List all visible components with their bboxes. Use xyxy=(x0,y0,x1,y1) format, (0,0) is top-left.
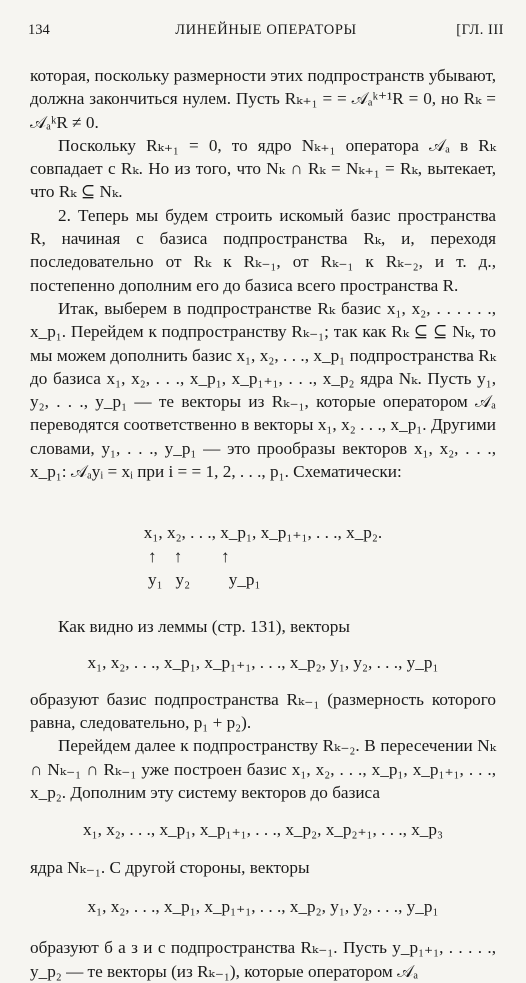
page-number: 134 xyxy=(28,22,50,38)
scheme-top-row: x₁, x₂, . . ., x_p₁, x_p₁₊₁, . . ., x_p₂. xyxy=(143,523,383,543)
paragraph-9: образуют б а з и с подпространства Rₖ₋₁. Пусть y_p₁₊₁, . . . . ., y_p₂ — те векторы (из Rₖ₋₁), которые оператором 𝒜ₐ xyxy=(30,938,496,981)
formula-basis-1: x₁, x₂, . . ., x_p₁, x_p₁₊₁, . . ., x_p₂, y₁, y₂, . . ., y_p₁ xyxy=(87,652,439,672)
running-header xyxy=(28,22,504,48)
scheme-arrows: ↑ ↑ ↑ xyxy=(148,546,230,566)
paragraph-4: Итак, выберем в подпространстве Rₖ базис x₁, x₂, . . . . . ., x_p₁. Перейдем к подпространству Rₖ₋₁; так как Rₖ ⊆ ⊆ Nₖ, то мы можем дополнить базис x₁, x₂, . . ., x_p₁ подпространства Rₖ до базиса x₁, x₂, . . ., x_p₁, x_p₁₊₁, . . ., x_p₂ ядра Nₖ. Пусть y₁, y₂, . . ., y_p₁ — те векторы из Rₖ₋₁, которые оператором 𝒜ₐ переводятся соответственно в векторы x₁, x₂ . . ., x_p₁. Другими словами, y₁, . . ., y_p₁ — это прообразы векторов x₁, x₂, . . ., x_p₁: 𝒜ₐyᵢ = xᵢ при i = = 1, 2, . . ., p₁. Схематически: xyxy=(30,298,496,482)
paragraph-2: Поскольку Rₖ₊₁ = 0, то ядро Nₖ₊₁ оператора 𝒜ₐ в Rₖ совпадает с Rₖ. Но из того, что Nₖ ∩ Rₖ = Nₖ₊₁ = Rₖ, вытекает, что Rₖ ⊆ Nₖ. xyxy=(30,135,496,202)
running-title: ЛИНЕЙНЫЕ ОПЕРАТОРЫ xyxy=(175,22,357,38)
paragraph-1: которая, поскольку размерности этих подпространств убывают, должна закончиться нулем. Пусть Rₖ₊₁ = = 𝒜ₐᵏ⁺¹R = 0, но Rₖ = 𝒜ₐᵏR ≠ 0. xyxy=(30,66,496,132)
paragraph-5: Как видно из леммы (стр. 131), векторы xyxy=(58,617,350,637)
paragraph-8: ядра Nₖ₋₁. С другой стороны, векторы xyxy=(30,857,310,877)
page-body xyxy=(30,64,496,983)
paragraph-6: образуют базис подпространства Rₖ₋₁ (размерность которого равна, следовательно, p₁ + p₂). xyxy=(30,689,496,733)
paragraph-7: Перейдем далее к подпространству Rₖ₋₂. В пересечении Nₖ ∩ Nₖ₋₁ ∩ Rₖ₋₁ уже построен базис x₁, x₂, . . ., x_p₁, x_p₁₊₁, . . ., x_p₂. Дополним эту систему векторов до базиса xyxy=(30,736,496,803)
formula-basis-3: x₁, x₂, . . ., x_p₁, x_p₁₊₁, . . ., x_p₂, y₁, y₂, . . ., y_p₁ xyxy=(87,896,439,916)
chapter-marker: [ГЛ. III xyxy=(456,22,504,38)
formula-basis-2: x₁, x₂, . . ., x_p₁, x_p₁₊₁, . . ., x_p₂, x_p₂₊₁, . . ., x_p₃ xyxy=(83,820,443,840)
scheme-bottom-row: y₁ y₂ y_p₁ xyxy=(148,569,261,589)
paragraph-3: 2. Теперь мы будем строить искомый базис пространства R, начиная с базиса подпространства Rₖ, и, переходя последовательно от Rₖ к Rₖ₋₁, от Rₖ₋₁ к Rₖ₋₂, и т. д., постепенно дополним его до базиса всего пространства R. xyxy=(30,205,496,295)
